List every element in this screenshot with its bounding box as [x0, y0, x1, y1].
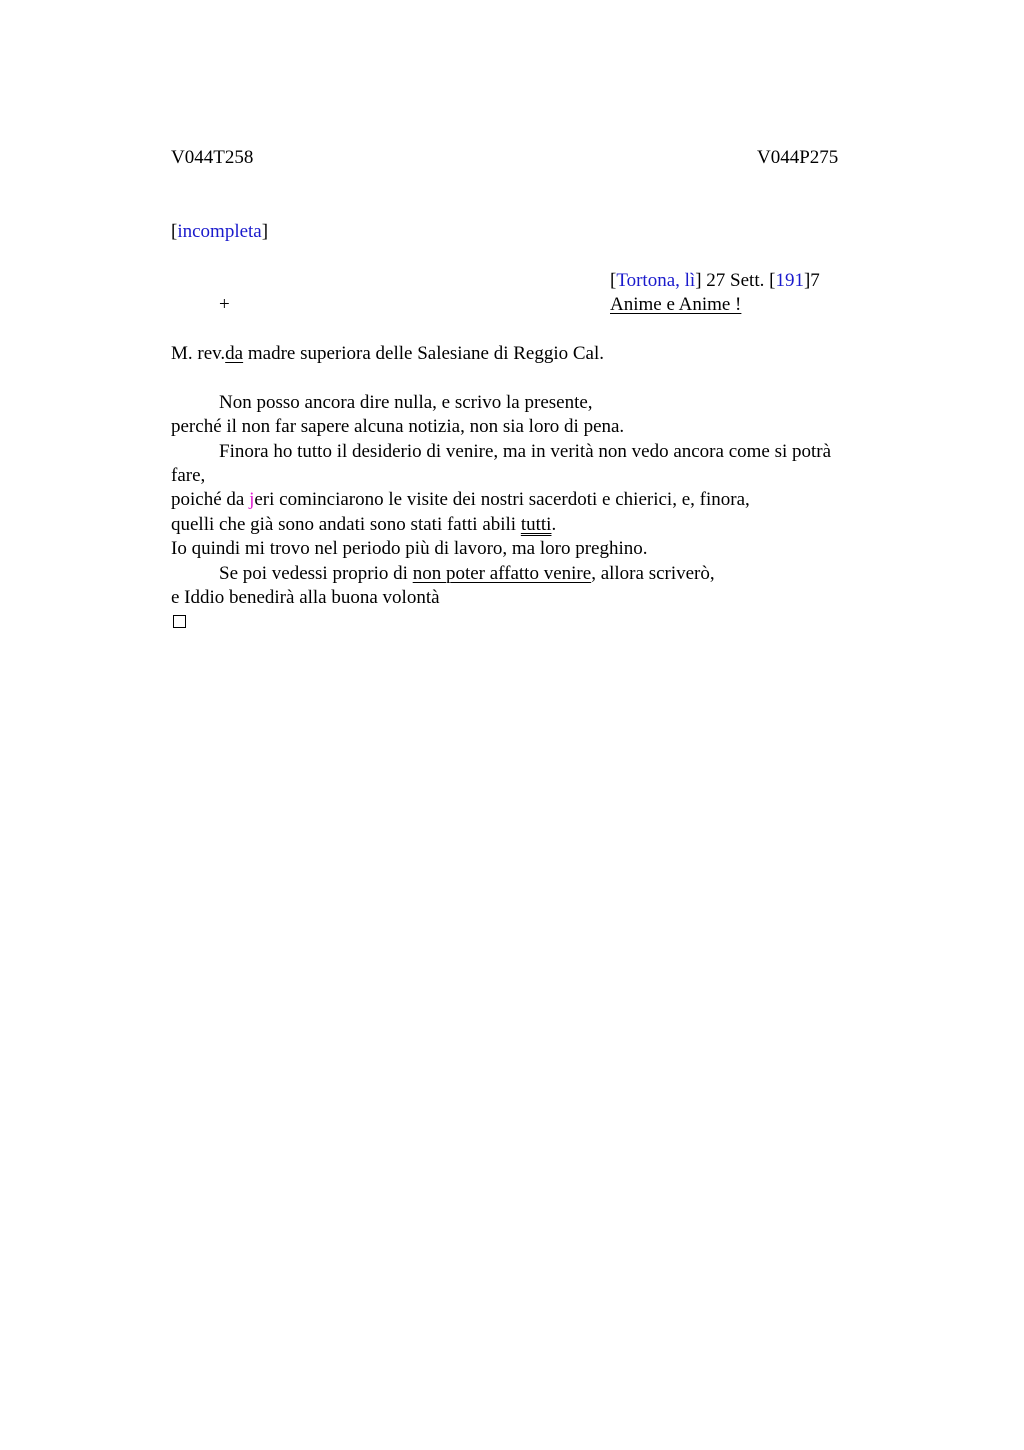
body-line: Finora ho tutto il desiderio di venire, ma in verità non vedo ancora come si potrà [219, 441, 832, 462]
double-underlined-word: tutti [520, 514, 552, 535]
dateline-year-prefix: 191 [775, 270, 804, 291]
text-segment: . [551, 514, 557, 535]
salutation-prefix: M. rev. [171, 343, 226, 364]
body-line [219, 562, 715, 586]
dateline-date: 27 Sett. [701, 270, 770, 291]
body-line: Io quindi mi trovo nel periodo più di lavoro, ma loro preghino. [171, 538, 648, 559]
cross-symbol: + [219, 294, 230, 315]
body-line: fare, [171, 465, 206, 486]
body-line [171, 513, 556, 537]
body-line [171, 488, 750, 512]
text-segment: Se poi vedessi proprio di [219, 563, 413, 584]
text-segment: poiché da [171, 489, 250, 510]
dateline-year-suffix: 7 [810, 270, 820, 291]
end-marker-box [173, 615, 186, 628]
dateline [610, 269, 820, 293]
body-line: perché il non far sapere alcuna notizia, non sia loro di pena. [171, 416, 625, 437]
salutation-recipient: madre superiora delle Salesiane di Reggio Cal. [243, 343, 604, 364]
bracket-open: [ [769, 270, 776, 291]
salutation-abbrev: da [225, 343, 244, 364]
text-segment: quelli che già sono andati sono stati fatti abili [171, 514, 521, 535]
salutation [171, 342, 604, 366]
dateline-place: Tortona, lì [616, 270, 696, 291]
bracket-close: ] [261, 221, 269, 242]
correction-mark: j [249, 489, 255, 510]
bracket-open: [ [171, 221, 178, 242]
editorial-note [171, 220, 268, 244]
text-segment: , allora scriverò, [591, 563, 715, 584]
motto: Anime e Anime ! [610, 294, 742, 315]
bracket-close: ] [695, 270, 702, 291]
bracket-open: [ [610, 270, 617, 291]
underlined-phrase: non poter affatto venire [412, 563, 592, 584]
body-line: e Iddio benedirà alla buona volontà [171, 587, 440, 608]
bracket-close: ] [803, 270, 811, 291]
note-text: incompleta [177, 221, 262, 242]
text-segment: eri cominciarono le visite dei nostri sacerdoti e chierici, e, finora, [254, 489, 750, 510]
body-line: Non posso ancora dire nulla, e scrivo la presente, [219, 392, 593, 413]
page-code: V044P275 [757, 147, 839, 168]
document-code: V044T258 [171, 147, 254, 168]
